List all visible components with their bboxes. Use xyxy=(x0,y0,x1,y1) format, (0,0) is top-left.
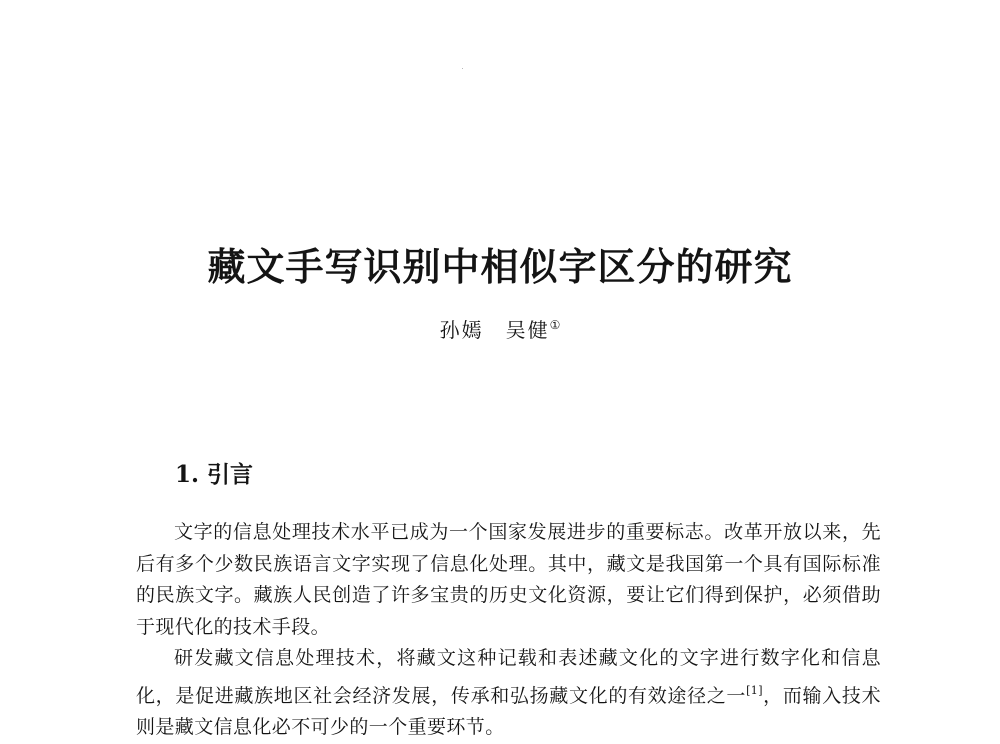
author-name: 孙嫣 xyxy=(439,318,484,342)
body-text xyxy=(136,517,881,744)
paragraph-text: 文字的信息处理技术水平已成为一个国家发展进步的重要标志。改革开放以来，先后有多个少数民族语言文字实现了信息化处理。其中，藏文是我国第一个具有国际标准的民族文字。藏族人民创造了许多宝贵的历史文化资源，要让它们得到保护，必须借助于现代化的技术手段。 xyxy=(136,521,881,638)
section-title: 引言 xyxy=(207,461,254,488)
paragraph xyxy=(136,643,881,744)
citation-marker: [1] xyxy=(746,683,763,697)
author-name: 吴健 xyxy=(505,318,550,342)
scan-speck xyxy=(462,68,463,69)
paper-title: 藏文手写识别中相似字区分的研究 xyxy=(207,244,793,289)
author-footnote-mark: ① xyxy=(549,318,561,332)
paragraph xyxy=(136,517,881,643)
section-heading xyxy=(175,456,253,489)
paragraph-text: ，而输入技术则是藏文信息化必不可少的一个重要环节。 xyxy=(136,684,881,738)
paragraph-text: 研发藏文信息处理技术，将藏文这种记载和表述藏文化的文字进行数字化和信息化，是促进藏族地区社会经济发展，传承和弘扬藏文化的有效途径之一 xyxy=(136,647,881,707)
author-line xyxy=(0,314,1000,343)
section-number: 1. xyxy=(175,461,200,488)
